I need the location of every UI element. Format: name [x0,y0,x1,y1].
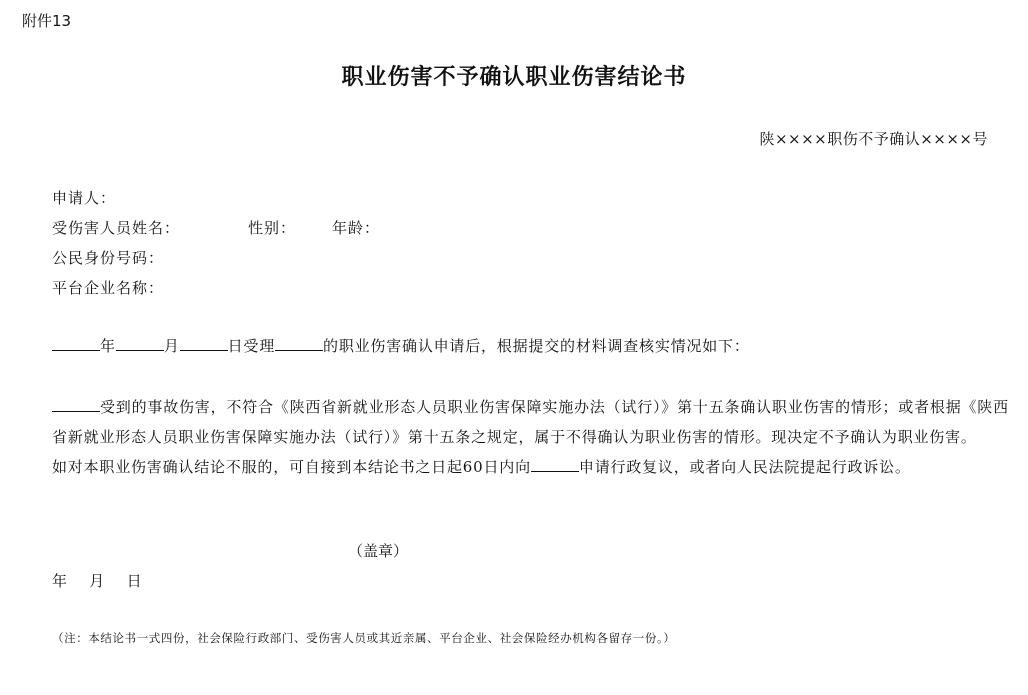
document-number: 陕××××职伤不予确认××××号 [759,130,988,148]
accept-line-rest: 的职业伤害确认申请后，根据提交的材料调查核实情况如下： [323,337,750,355]
appeal-text-1: 如对本职业伤害确认结论不服的，可自接到本结论书之日起60日内向 [52,458,531,476]
annex-label: 附件13 [22,12,72,30]
accept-line [52,335,750,356]
injured-name-label: 受伤害人员姓名： [52,219,181,237]
footnote: （注：本结论书一式四份，社会保险行政部门、受伤害人员或其近亲属、平台企业、社会保险经办机构各留存一份。） [52,631,676,645]
review-agency-blank [531,457,579,472]
applicant-blank [275,336,323,351]
injured-person-blank [52,397,100,412]
finding-paragraph [22,392,1012,482]
year-blank [52,336,100,351]
day-accept-label: 日受理 [227,337,276,355]
gender-label: 性别： [248,219,297,237]
id-number-label: 公民身份号码： [52,249,165,267]
seal-label: （盖章） [348,542,409,560]
finding-text: 受到的事故伤害，不符合《陕西省新就业形态人员职业伤害保障实施办法（试行）》第十五条确认职业伤害的情形；或者根据《陕西省新就业形态人员职业伤害保障实施办法（试行）》第十五条之规定，属于不得确认为职业伤害的情形。现决定不予确认为职业伤害。 [52,398,1009,446]
month-label: 月 [163,337,180,355]
age-label: 年龄： [332,219,381,237]
month-blank [116,336,164,351]
appeal-text-2: 申请行政复议，或者向人民法院提起行政诉讼。 [578,458,911,476]
platform-company-label: 平台企业名称： [52,279,165,297]
injured-info-row [52,217,381,238]
document-title: 职业伤害不予确认职业伤害结论书 [341,64,687,90]
day-blank [180,336,228,351]
year-label: 年 [100,337,116,355]
applicant-label: 申请人： [52,189,117,207]
date-line: 年 月 日 [52,572,144,590]
appeal-paragraph [22,452,1012,482]
